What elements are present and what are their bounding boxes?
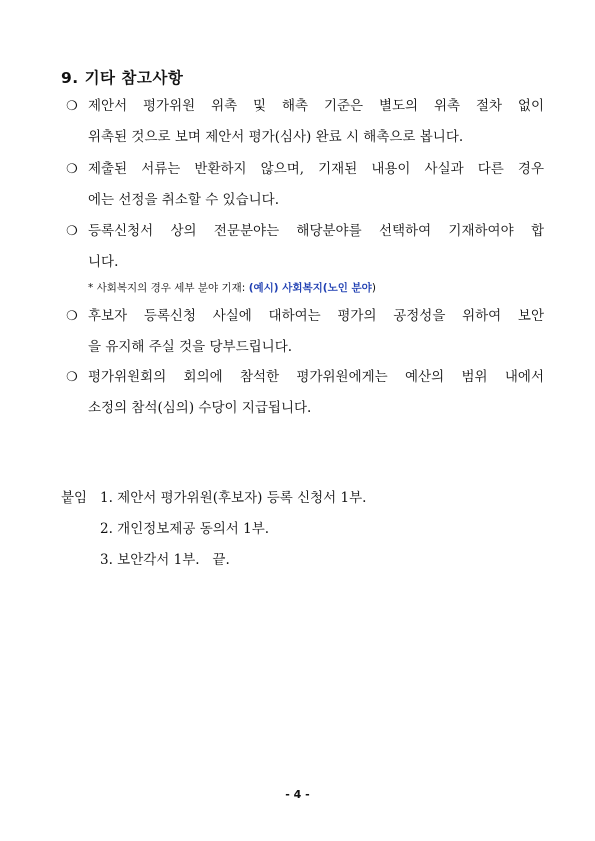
list-item [64,91,544,153]
item-text-line-2: 소정의 참석(심의) 수당이 지급됩니다. [88,400,312,416]
item-text-line-2: 니다. [88,254,119,270]
item-text-line-2: 을 유지해 주실 것을 당부드립니다. [88,339,293,355]
list-item [64,362,544,424]
item-text-line-2: 위촉된 것으로 보며 제안서 평가(심사) 완료 시 해촉으로 봅니다. [88,129,464,145]
item-text-line-1: 제출된 서류는 반환하지 않으며, 기재된 내용이 사실과 다른 경우 [88,161,544,177]
item-text-line-1: 후보자 등록신청 사실에 대하여는 평가의 공정성을 위하여 보안 [88,308,544,324]
list-item [64,216,544,278]
section-title: 9. 기타 참고사항 [61,69,184,87]
item-text-line-1: 평가위원회의 회의에 참석한 평가위원에게는 예산의 범위 내에서 [88,369,544,385]
attachment-item: 3. 보안각서 1부. 끝. [100,552,230,568]
circle-bullet-icon: ❍ [66,99,78,114]
attachment-item: 1. 제안서 평가위원(후보자) 등록 신청서 1부. [100,490,367,506]
attachment-item: 2. 개인정보제공 동의서 1부. [100,521,270,537]
list-item [64,301,544,363]
attachments-label: 붙임 [61,490,88,506]
footnote-prefix: * 사회복지의 경우 세부 분야 기재: [88,282,249,294]
item-text-line-1: 제안서 평가위원 위촉 및 해촉 기준은 별도의 위촉 절차 없이 [88,98,544,114]
item-text-line-2: 에는 선정을 취소할 수 있습니다. [88,192,279,208]
circle-bullet-icon: ❍ [66,370,78,385]
page-number: - 4 - [285,788,310,801]
footnote-example: (예시) 사회복지(노인 분야 [248,282,372,294]
item-text-line-1: 등록신청서 상의 전문분야는 해당분야를 선택하여 기재하여야 합 [88,223,544,239]
footnote-suffix: ) [371,282,376,294]
circle-bullet-icon: ❍ [66,162,78,177]
circle-bullet-icon: ❍ [66,224,78,239]
footnote [88,280,376,295]
circle-bullet-icon: ❍ [66,309,78,324]
list-item [64,154,544,216]
